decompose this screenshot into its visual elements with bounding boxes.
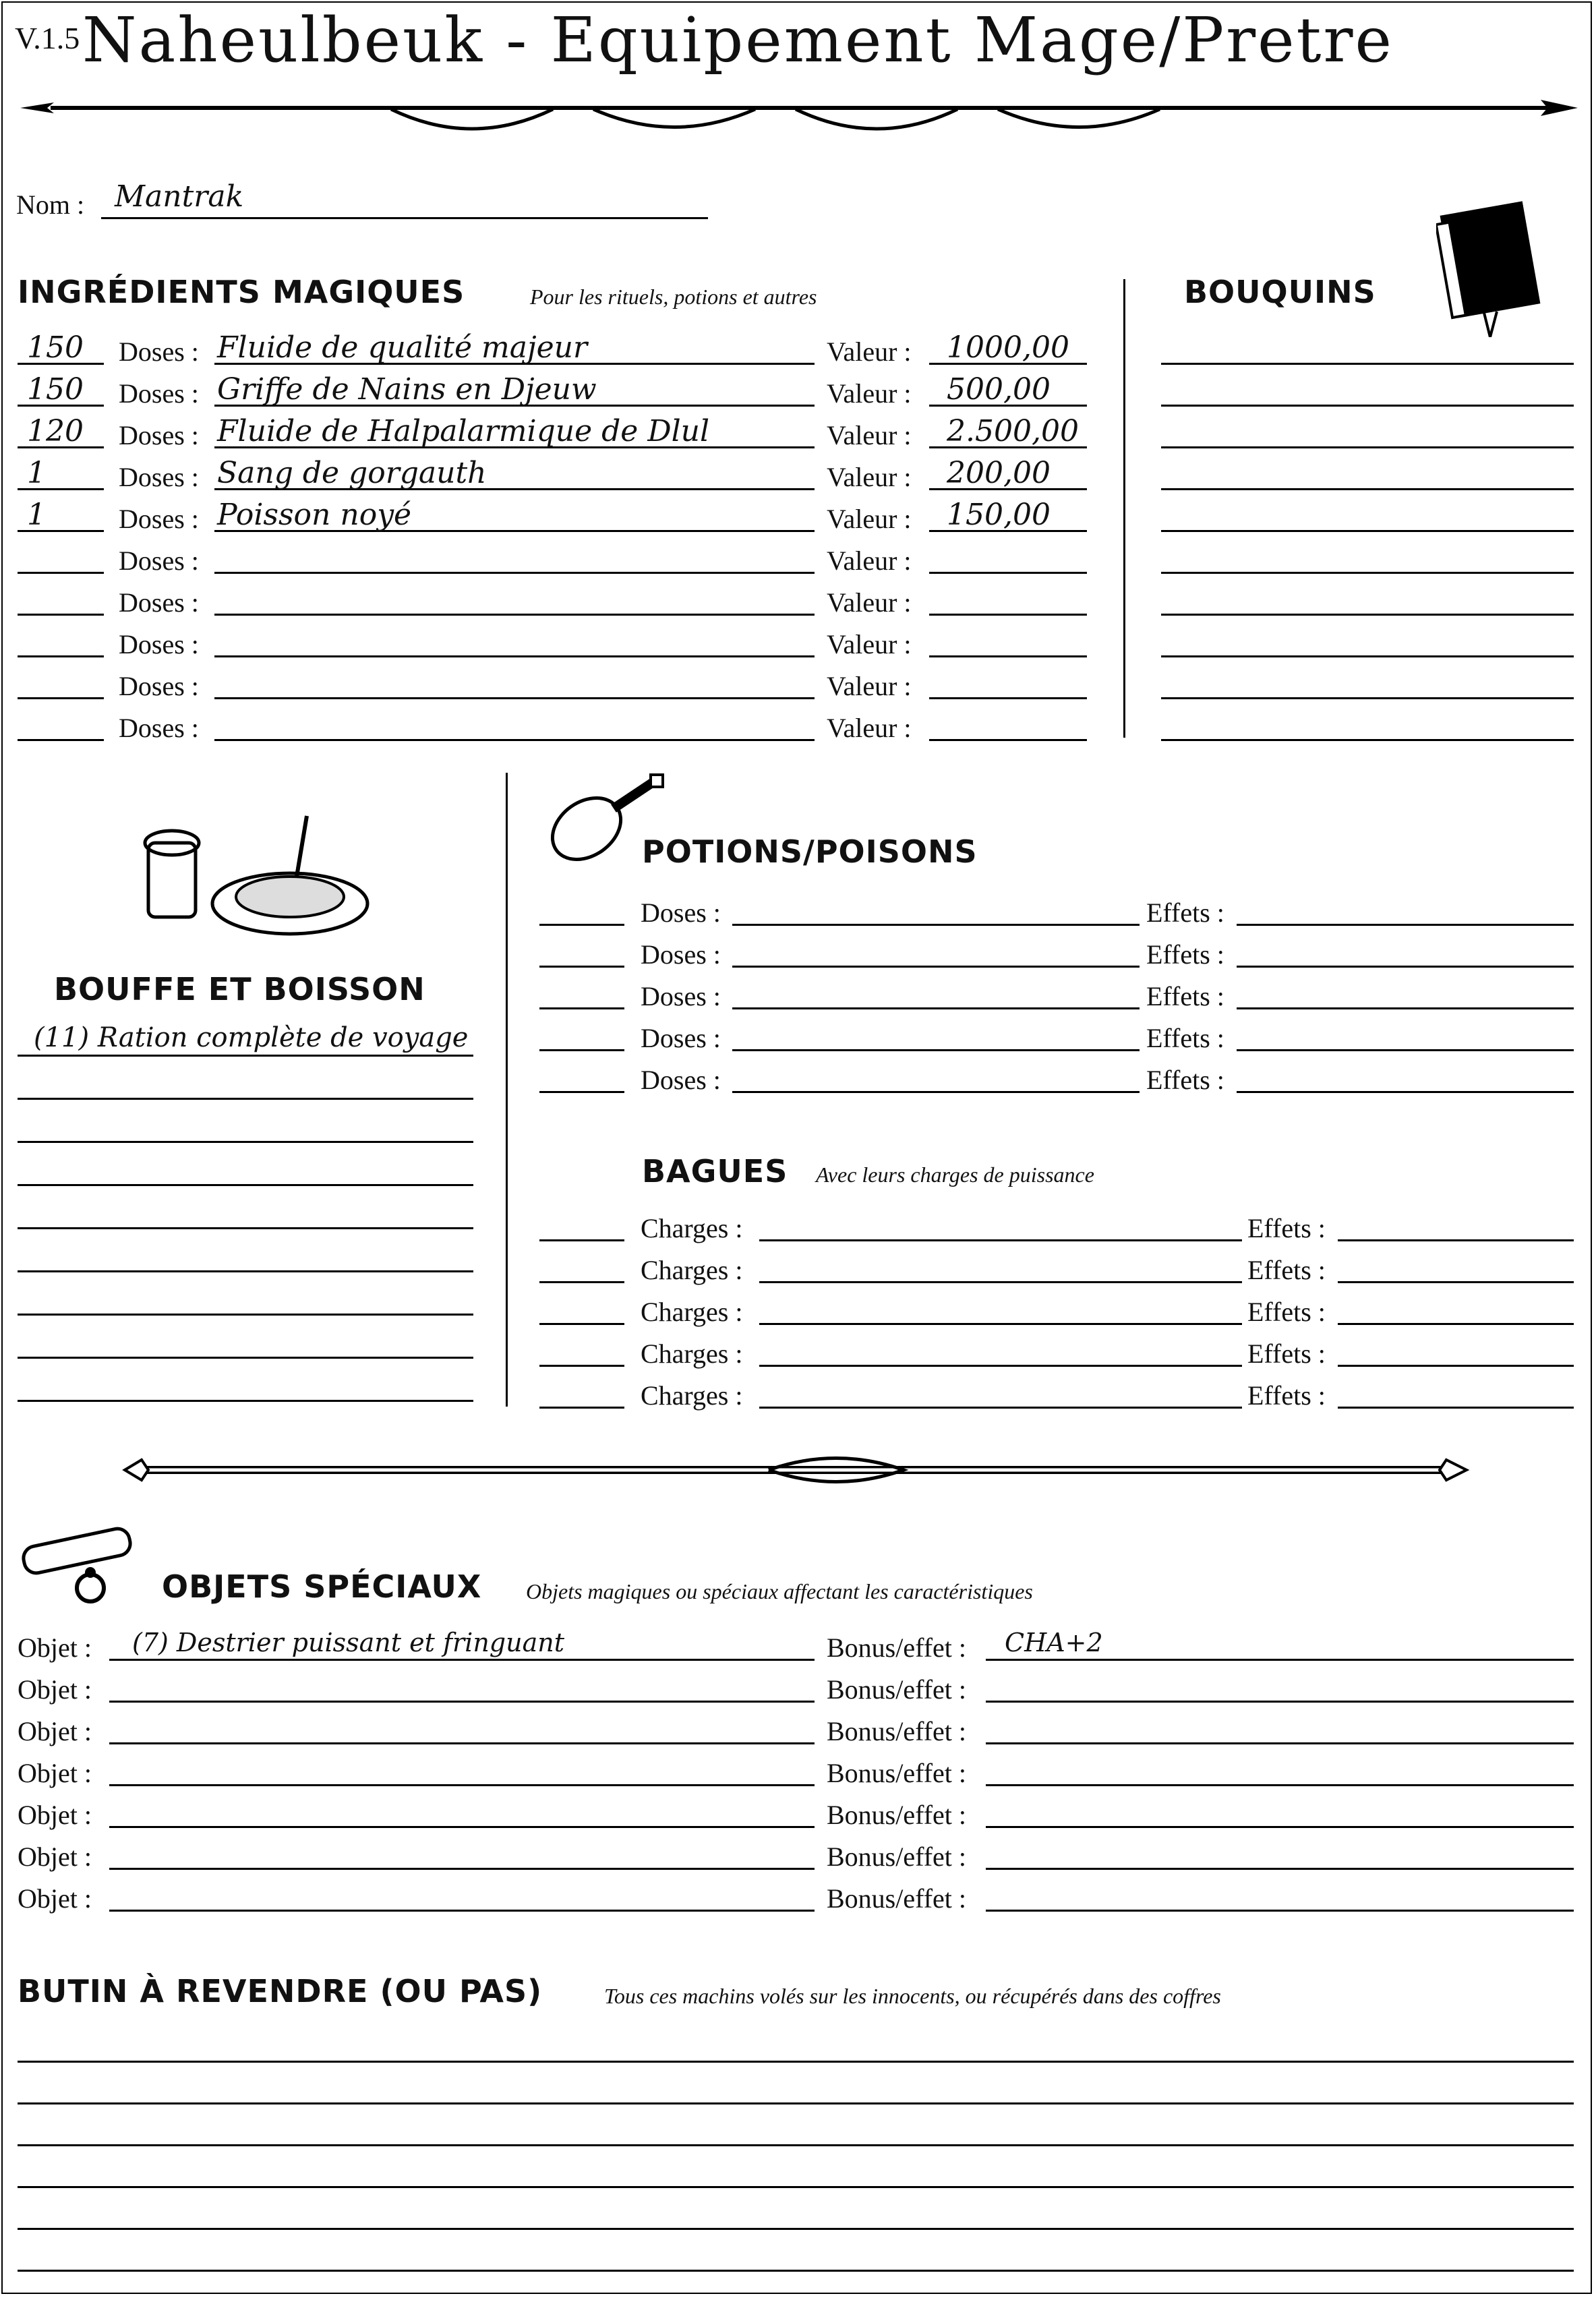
potion-effets-line[interactable] [1237,1091,1574,1093]
bonus-label: Bonus/effet : [827,1800,967,1830]
version-label: V.1.5 [15,21,80,55]
ingredient-name-line [214,739,815,741]
objet-label: Objet : [18,1842,92,1872]
ingredient-doses-label: Doses : [119,671,199,701]
ingredient-doses-label: Doses : [119,462,199,492]
column-divider-top [1123,279,1125,738]
bouquins-title: BOUQUINS [1184,274,1376,310]
bouquin-line[interactable] [1161,572,1574,574]
potion-doses-line[interactable] [732,966,1140,968]
bouffe-item[interactable]: (11) Ration complète de voyage [34,1022,469,1053]
potion-qty-line[interactable] [539,924,624,926]
bouquin-line[interactable] [1161,405,1574,407]
objets-subtitle: Objets magiques ou spéciaux affectant les caractéristiques [526,1579,1033,1603]
objet-value[interactable]: (7) Destrier puissant et fringuant [132,1628,565,1657]
bague-effets-label: Effets : [1247,1213,1326,1243]
bonus-label: Bonus/effet : [827,1758,967,1788]
bague-charges-label: Charges : [641,1338,743,1369]
potion-doses-label: Doses : [641,981,721,1011]
potion-doses-line[interactable] [732,1049,1140,1051]
ingredient-qty-line [18,572,104,574]
bonus-line [986,1910,1574,1912]
bague-qty-line[interactable] [539,1281,624,1283]
objets-title: OBJETS SPÉCIAUX [162,1568,482,1605]
bouquin-line[interactable] [1161,530,1574,532]
ingredient-doses-label: Doses : [119,713,199,743]
objet-label: Objet : [18,1883,92,1914]
scroll-ring-icon [16,1510,158,1612]
ingredient-name[interactable]: Poisson noyé [217,498,412,532]
objet-line [109,1784,815,1786]
bouffe-line [18,1184,473,1186]
name-field[interactable]: Mantrak [115,179,244,214]
potion-doses-label: Doses : [641,897,721,928]
butin-subtitle: Tous ces machins volés sur les innocents, ou récupérés dans des coffres [604,1984,1221,2008]
ingredient-valeur-label: Valeur : [827,378,912,409]
butin-line[interactable] [18,2186,1574,2188]
objet-label: Objet : [18,1758,92,1788]
potion-qty-line[interactable] [539,1049,624,1051]
bague-qty-line[interactable] [539,1323,624,1325]
name-label: Nom : [16,189,85,220]
bague-charges-label: Charges : [641,1380,743,1411]
bouffe-line [18,1141,473,1143]
ingredient-name-line [214,572,815,574]
potion-effets-label: Effets : [1146,1023,1224,1053]
ingredient-value-line [929,614,1087,616]
bague-qty-line[interactable] [539,1239,624,1241]
ingredient-qty[interactable]: 150 [27,372,84,407]
page-title: Naheulbeuk - Equipement Mage/Pretre [82,4,1394,76]
bouffe-line [18,1227,473,1229]
potion-doses-line[interactable] [732,1091,1140,1093]
ingredient-name[interactable]: Griffe de Nains en Djeuw [217,372,597,407]
bonus-line [986,1868,1574,1870]
potions-title: POTIONS/POISONS [642,833,978,870]
ingredient-doses-label: Doses : [119,336,199,367]
ingredient-value-line [929,572,1087,574]
bague-charges-line[interactable] [759,1323,1242,1325]
ingredient-value-line [929,697,1087,699]
ingredient-value[interactable]: 500,00 [947,372,1051,407]
ingredient-qty[interactable]: 1 [27,498,46,532]
ingredient-value[interactable]: 2.500,00 [947,414,1079,448]
ingredient-name[interactable]: Sang de gorgauth [217,456,487,490]
ingredient-valeur-label: Valeur : [827,587,912,618]
ingredient-qty[interactable]: 150 [27,330,84,365]
ingredient-value-line [929,655,1087,657]
potion-doses-label: Doses : [641,1023,721,1053]
ingredient-valeur-label: Valeur : [827,713,912,743]
ingredient-qty-line [18,655,104,657]
butin-line[interactable] [18,2228,1574,2230]
ingredient-value[interactable]: 150,00 [947,498,1051,532]
butin-line[interactable] [18,2061,1574,2063]
butin-line[interactable] [18,2102,1574,2104]
potion-doses-line[interactable] [732,924,1140,926]
bague-charges-line[interactable] [759,1407,1242,1409]
ingredient-value[interactable]: 1000,00 [947,330,1069,365]
potion-qty-line[interactable] [539,1007,624,1009]
bague-effets-line[interactable] [1338,1323,1574,1325]
potion-qty-line[interactable] [539,966,624,968]
bonus-label: Bonus/effet : [827,1842,967,1872]
potion-doses-label: Doses : [641,939,721,970]
potion-doses-line[interactable] [732,1007,1140,1009]
bague-effets-line[interactable] [1338,1239,1574,1241]
bague-effets-label: Effets : [1247,1338,1326,1369]
objet-line [109,1659,815,1661]
ingredient-qty[interactable]: 120 [27,414,84,448]
bouffe-line [18,1400,473,1402]
bague-qty-line[interactable] [539,1407,624,1409]
staff-ornament [121,1443,1470,1497]
potion-effets-line[interactable] [1237,1007,1574,1009]
ingredient-valeur-label: Valeur : [827,546,912,576]
ingredients-subtitle: Pour les rituels, potions et autres [530,285,817,309]
butin-title: BUTIN À REVENDRE (OU PAS) [18,1973,543,2009]
bague-charges-label: Charges : [641,1255,743,1285]
bonus-line [986,1742,1574,1744]
ingredient-valeur-label: Valeur : [827,420,912,450]
ingredient-valeur-label: Valeur : [827,629,912,659]
ingredients-title: INGRÉDIENTS MAGIQUES [18,274,465,310]
potion-effets-label: Effets : [1146,1065,1224,1095]
potion-doses-label: Doses : [641,1065,721,1095]
bouquin-line[interactable] [1161,614,1574,616]
objet-label: Objet : [18,1716,92,1746]
bonus-line [986,1826,1574,1828]
ingredient-qty[interactable]: 1 [27,456,46,490]
objet-label: Objet : [18,1674,92,1705]
bonus-line [986,1784,1574,1786]
bague-effets-line[interactable] [1338,1365,1574,1367]
butin-line[interactable] [18,2144,1574,2146]
potion-effets-label: Effets : [1146,897,1224,928]
bouquin-line[interactable] [1161,697,1574,699]
food-drink-icon [135,802,371,944]
objet-label: Objet : [18,1632,92,1663]
bouffe-line [18,1357,473,1359]
ingredient-valeur-label: Valeur : [827,671,912,701]
bague-charges-line[interactable] [759,1365,1242,1367]
ingredient-valeur-label: Valeur : [827,336,912,367]
ingredient-name[interactable]: Fluide de qualité majeur [217,330,587,365]
objet-label: Objet : [18,1800,92,1830]
bagues-subtitle: Avec leurs charges de puissance [816,1162,1094,1187]
bouffe-line [18,1055,473,1057]
bague-qty-line[interactable] [539,1365,624,1367]
bouquin-line[interactable] [1161,363,1574,365]
spear-ornament-top [13,88,1585,148]
ingredient-name[interactable]: Fluide de Halpalarmique de Dlul [217,414,710,448]
bonus-value[interactable]: CHA+2 [1005,1628,1103,1657]
ingredient-valeur-label: Valeur : [827,462,912,492]
bouffe-line [18,1098,473,1100]
ingredient-qty-line [18,614,104,616]
bonus-label: Bonus/effet : [827,1674,967,1705]
bouffe-line [18,1270,473,1272]
bague-charges-line[interactable] [759,1239,1242,1241]
bonus-line [986,1701,1574,1703]
bonus-label: Bonus/effet : [827,1883,967,1914]
ingredient-value-line [929,739,1087,741]
potion-effets-line[interactable] [1237,966,1574,968]
objet-line [109,1701,815,1703]
butin-line[interactable] [18,2270,1574,2272]
bague-charges-label: Charges : [641,1213,743,1243]
potion-qty-line[interactable] [539,1091,624,1093]
ingredient-qty-line [18,739,104,741]
ingredient-doses-label: Doses : [119,546,199,576]
objet-line [109,1742,815,1744]
bouquin-line[interactable] [1161,488,1574,490]
bague-effets-line[interactable] [1338,1407,1574,1409]
bagues-title: BAGUES [642,1153,788,1189]
bouffe-line [18,1314,473,1316]
bague-effets-label: Effets : [1247,1380,1326,1411]
ingredient-valeur-label: Valeur : [827,504,912,534]
potion-effets-label: Effets : [1146,939,1224,970]
bague-charges-line[interactable] [759,1281,1242,1283]
ingredient-doses-label: Doses : [119,378,199,409]
objet-line [109,1868,815,1870]
column-divider-mid [506,773,508,1407]
bague-effets-line[interactable] [1338,1281,1574,1283]
potion-effets-line[interactable] [1237,1049,1574,1051]
potion-effets-label: Effets : [1146,981,1224,1011]
ingredient-doses-label: Doses : [119,504,199,534]
bonus-label: Bonus/effet : [827,1632,967,1663]
ingredient-doses-label: Doses : [119,587,199,618]
ingredient-value[interactable]: 200,00 [947,456,1051,490]
bouffe-title: BOUFFE ET BOISSON [54,971,425,1007]
bague-effets-label: Effets : [1247,1255,1326,1285]
bonus-line [986,1659,1574,1661]
ingredient-doses-label: Doses : [119,420,199,450]
ingredient-name-line [214,614,815,616]
bonus-label: Bonus/effet : [827,1716,967,1746]
ingredient-qty-line [18,697,104,699]
potion-effets-line[interactable] [1237,924,1574,926]
book-icon [1436,196,1544,337]
objet-line [109,1910,815,1912]
ingredient-doses-label: Doses : [119,629,199,659]
objet-line [109,1826,815,1828]
bague-charges-label: Charges : [641,1297,743,1327]
bague-effets-label: Effets : [1247,1297,1326,1327]
bouquin-line[interactable] [1161,739,1574,741]
bouquin-line[interactable] [1161,655,1574,657]
ingredient-name-line [214,697,815,699]
bouquin-line[interactable] [1161,446,1574,448]
ingredient-name-line [214,655,815,657]
name-line [101,217,708,219]
